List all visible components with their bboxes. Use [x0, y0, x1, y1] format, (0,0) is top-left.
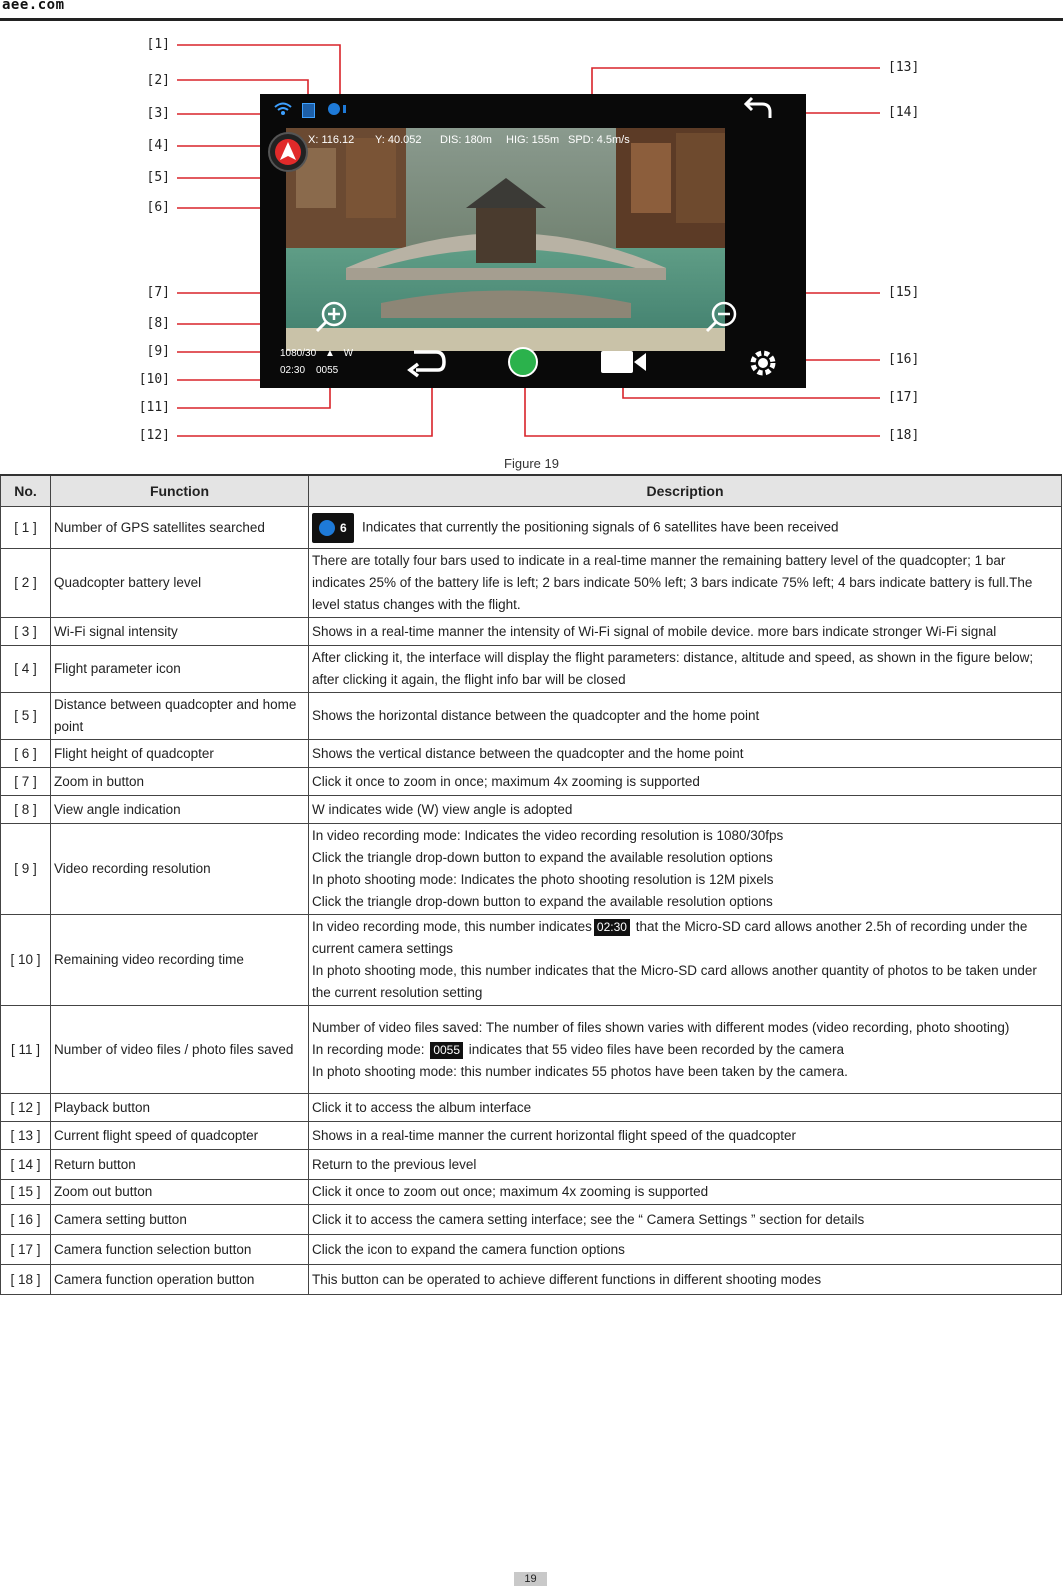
- table-row: [ 3 ] Wi-Fi signal intensity Shows in a real-time manner the intensity of Wi-Fi signal of mobile device. more bars indicate stronger Wi-Fi signal: [1, 618, 1062, 646]
- resolution-readout[interactable]: [280, 348, 353, 359]
- coord-y-value: Y: 40.052: [375, 134, 422, 146]
- wifi-icon: [274, 102, 292, 116]
- callout-6: [6]: [146, 200, 170, 215]
- header-no: No.: [1, 475, 51, 507]
- resolution-dropdown-icon[interactable]: ▲: [324, 348, 335, 359]
- function-description-table: [0, 474, 1062, 1295]
- table-row: [ 18 ] Camera function operation button This button can be operated to achieve different functions in different shooting modes: [1, 1265, 1062, 1295]
- callout-16: [16]: [888, 352, 920, 367]
- callout-11: [11]: [138, 400, 170, 415]
- callout-5: [5]: [146, 170, 170, 185]
- figure-caption: Figure 19: [504, 456, 559, 471]
- row-no: [ 1 ]: [1, 507, 51, 549]
- distance-value: DIS: 180m: [440, 134, 492, 146]
- table-row: [ 11 ] Number of video files / photo files saved Number of video files saved: The number of files shown varies with different modes (video recording, photo shooting) In recording mode: 0055 indicates that 55 video files have been recorded by the camera In photo shooting mode: this number indicates 55 photos have been taken by the camera.: [1, 1006, 1062, 1094]
- table-row: [ 6 ] Flight height of quadcopter Shows the vertical distance between the quadcopter and the home point: [1, 740, 1062, 768]
- row-description: 6 Indicates that currently the positioning signals of 6 satellites have been received: [309, 507, 1062, 549]
- camera-settings-gear-icon[interactable]: [748, 348, 778, 378]
- playback-button-icon[interactable]: [406, 348, 448, 378]
- camera-feed-image: [286, 128, 725, 351]
- zoom-out-icon[interactable]: [704, 300, 738, 334]
- callout-8: [8]: [146, 316, 170, 331]
- coord-x-value: X: 116.12: [308, 134, 355, 146]
- battery-icon: [302, 103, 315, 118]
- height-value: HIG: 155m: [506, 134, 560, 146]
- table-row: [1, 507, 1062, 549]
- flight-parameter-icon: [270, 134, 306, 170]
- table-row: [ 17 ] Camera function selection button Click the icon to expand the camera function options: [1, 1235, 1062, 1265]
- figure-19: [0, 0, 1063, 470]
- callout-4: [4]: [146, 138, 170, 153]
- remaining-time-chip: 02:30: [594, 919, 630, 936]
- page-number: 19: [514, 1572, 547, 1586]
- callout-13: [13]: [888, 60, 920, 75]
- table-row: [ 2 ] Quadcopter battery level There are totally four bars used to indicate in a real-time manner the remaining battery level of the quadcopter; 1 bar indicates 25% of the battery life is left; 2 bars indicate 50% left; 3 bars indicate 75% left; 4 bars indicate battery is full.The level status changes with the flight.: [1, 549, 1062, 618]
- brand-logo-text: aee.com: [2, 0, 65, 13]
- table-row: [ 7 ] Zoom in button Click it once to zoom in once; maximum 4x zooming is supported: [1, 768, 1062, 796]
- callout-3: [3]: [146, 106, 170, 121]
- app-screen: [260, 94, 806, 388]
- flight-parameter-button[interactable]: [268, 132, 308, 172]
- gps-satellite-icon: [326, 101, 348, 117]
- table-row: [ 12 ] Playback button Click it to access the album interface: [1, 1094, 1062, 1122]
- gps-satellite-icon: [312, 513, 354, 543]
- view-angle-value: W: [343, 348, 354, 359]
- callout-1: [1]: [146, 37, 170, 52]
- table-row: [ 5 ] Distance between quadcopter and home point Shows the horizontal distance between the quadcopter and the home point: [1, 693, 1062, 740]
- video-camera-icon[interactable]: [600, 348, 648, 376]
- zoom-in-icon[interactable]: [314, 300, 348, 334]
- callout-17: [17]: [888, 390, 920, 405]
- callout-14: [14]: [888, 105, 920, 120]
- callout-15: [15]: [888, 285, 920, 300]
- resolution-value: 1080/30: [280, 348, 317, 359]
- callout-10: [10]: [138, 372, 170, 387]
- row-function: Number of GPS satellites searched: [51, 507, 309, 549]
- speed-value: SPD: 4.5m/s: [568, 134, 630, 146]
- file-count-value: 0055: [316, 365, 339, 376]
- satellite-count: 6: [340, 520, 347, 535]
- callout-9: [9]: [146, 344, 170, 359]
- table-row: [ 14 ] Return button Return to the previous level: [1, 1150, 1062, 1180]
- callout-18: [18]: [888, 428, 920, 443]
- table-row: [ 10 ] Remaining video recording time In video recording mode, this number indicates 02:30 that the Micro-SD card allows another 2.5h of recording under the current camera settings In photo shooting mode, this number indicates that the Micro-SD card allows another quantity of photos to be taken under the current resolution setting: [1, 915, 1062, 1006]
- callout-12: [12]: [138, 428, 170, 443]
- file-count-chip: 0055: [430, 1042, 463, 1059]
- header-function: Function: [51, 475, 309, 507]
- callout-2: [2]: [146, 73, 170, 88]
- table-row: [ 15 ] Zoom out button Click it once to zoom out once; maximum 4x zooming is supported: [1, 1180, 1062, 1205]
- remaining-time-value: 02:30: [280, 365, 306, 376]
- table-header-row: [1, 475, 1062, 507]
- return-button-icon[interactable]: [744, 94, 774, 120]
- table-row: [ 8 ] View angle indication W indicates wide (W) view angle is adopted: [1, 796, 1062, 824]
- header-description: Description: [309, 475, 1062, 507]
- table-row: [ 13 ] Current flight speed of quadcopter Shows in a real-time manner the current horizontal flight speed of the quadcopter: [1, 1122, 1062, 1150]
- callout-7: [7]: [146, 285, 170, 300]
- table-row: [ 9 ] Video recording resolution In video recording mode: Indicates the video recording resolution is 1080/30fps Click the triangle drop-down button to expand the available resolution options In photo shooting mode: Indicates the photo shooting resolution is 12M pixels Click the triangle drop-down button to expand the available resolution options: [1, 824, 1062, 915]
- camera-function-operation-button[interactable]: [508, 347, 538, 377]
- table-row: [ 4 ] Flight parameter icon After clicking it, the interface will display the flight parameters: distance, altitude and speed, as shown in the figure below; after clicking it again, the flight info bar will be closed: [1, 646, 1062, 693]
- table-row: [ 16 ] Camera setting button Click it to access the camera setting interface; see the “ Camera Settings ” section for details: [1, 1205, 1062, 1235]
